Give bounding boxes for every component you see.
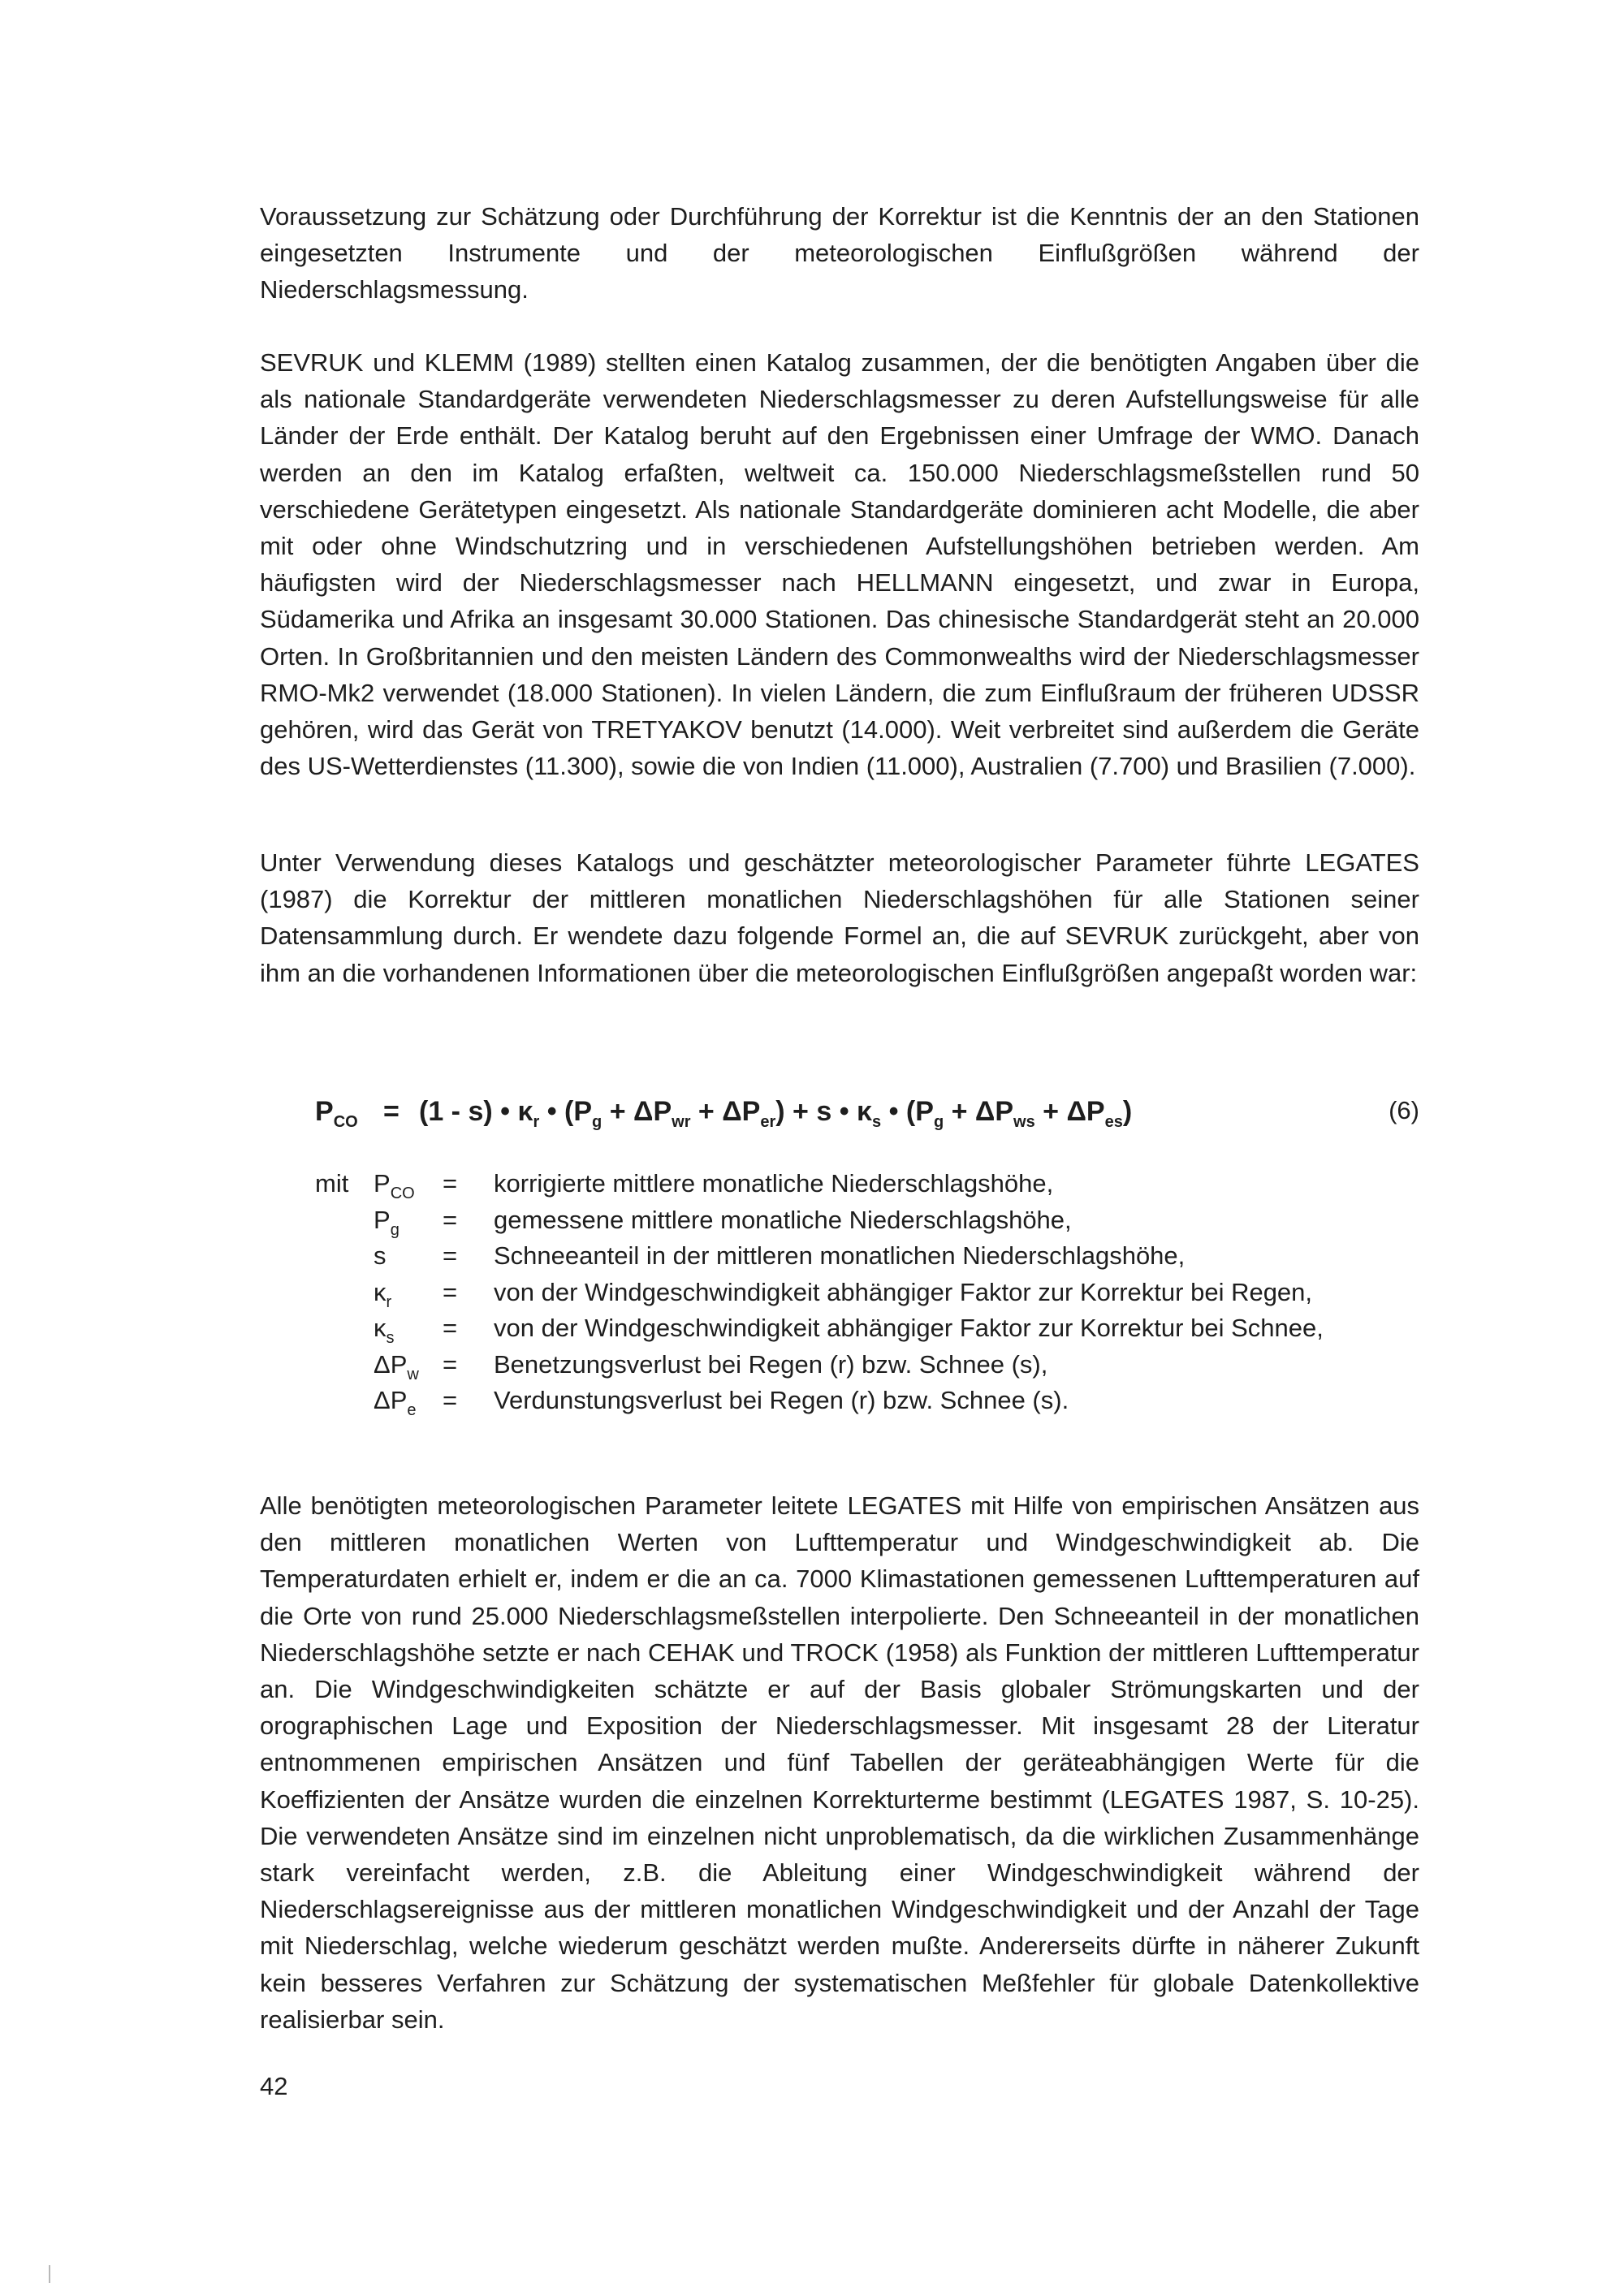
definition-equals: =: [443, 1386, 458, 1414]
definition-equals: =: [443, 1277, 458, 1306]
definition-text: Schneeanteil in der mittleren monatlichen Niederschlagshöhe,: [494, 1241, 1186, 1270]
equation-6: [315, 1096, 1419, 1145]
definition-symbol: $\kappa_r$: [374, 1277, 392, 1311]
definitions-intro: mit: [315, 1169, 349, 1198]
paragraph-4: Alle benötigten meteorologischen Parameter leitete LEGATES mit Hilfe von empirischen Ansätzen aus den mittleren monatlichen Werten von Lufttemperatur und Windgeschwindigkeit ab. Die Temperaturdaten erhielt er, indem er die an ca. 7000 Klimastationen gemessenen Lufttemperaturen auf die Orte von rund 25.000 Niederschlagsmeßstellen interpolierte. Den Schneeanteil in der monatlichen Niederschlagshöhe setzte er nach CEHAK und TROCK (1958) als Funktion der mittleren Lufttemperatur an. Die Windgeschwindigkeiten schätzte er auf der Basis globaler Strömungskarten und der orographischen Lage und Exposition der Niederschlagsmesser. Mit insgesamt 28 der Literatur entnommenen empirischen Ansätzen und fünf Tabellen der geräteabhängigen Werte für die Koeffizienten der Ansätze wurden die einzelnen Korrekturterme bestimmt (LEGATES 1987, S. 10-25). Die verwendeten Ansätze sind im einzelnen nicht unproblematisch, da die wirklichen Zusammenhänge stark vereinfacht werden, z.B. die Ableitung einer Windgeschwindigkeit während der Niederschlagsereignisse aus der mittleren monatlichen Windgeschwindigkeit und der Anzahl der Tage mit Niederschlag, welche wiederum geschätzt werden mußte. Andererseits dürfte in näherer Zukunft kein besseres Verfahren zur Schätzung der systematischen Meßfehler für globale Datenkollektive realisierbar sein.: [260, 1491, 1419, 2034]
equation-number: (6): [1389, 1096, 1419, 1124]
paragraph-1: Voraussetzung zur Schätzung oder Durchführung der Korrektur ist die Kenntnis der an den Stationen eingesetzten Instrumente und der meteorologischen Einflußgrößen während der Niederschlagsmessung.: [260, 202, 1419, 304]
definition-equals: =: [443, 1314, 458, 1342]
definition-symbol: $\Delta P_w$: [374, 1349, 419, 1383]
equation-equals: =: [383, 1096, 400, 1127]
definition-text: Benetzungsverlust bei Regen (r) bzw. Schnee (s),: [494, 1349, 1048, 1379]
definition-text: gemessene mittlere monatliche Niederschlagshöhe,: [494, 1205, 1072, 1234]
paragraph-3: Unter Verwendung dieses Katalogs und geschätzter meteorologischer Parameter führte LEGATES (1987) die Korrektur der mittleren monatlichen Niederschlagshöhen für alle Stationen seiner Datensammlung durch. Er wendete dazu folgende Formel an, die auf SEVRUK zurückgeht, aber von ihm an die vorhandenen Informationen über die meteorologischen Einflußgrößen angepaßt worden war:: [260, 848, 1419, 987]
scan-margin-mark: [49, 2265, 50, 2283]
page-number: 42: [260, 2072, 288, 2100]
definition-equals: =: [443, 1241, 458, 1270]
definition-symbol: $P_{CO}$: [374, 1169, 415, 1202]
definition-symbol: s: [374, 1241, 387, 1270]
definition-equals: =: [443, 1205, 458, 1234]
definition-text: korrigierte mittlere monatliche Niederschlagshöhe,: [494, 1169, 1054, 1198]
definition-equals: =: [443, 1169, 458, 1198]
paragraph-2: SEVRUK und KLEMM (1989) stellten einen Katalog zusammen, der die benötigten Angaben über die als nationale Standardgeräte verwendeten Niederschlagsmesser zu deren Aufstellungsweise für alle Länder der Erde enthält. Der Katalog beruht auf den Ergebnissen einer Umfrage der WMO. Danach werden an den im Katalog erfaßten, weltweit ca. 150.000 Niederschlagsmeßstellen rund 50 verschiedene Gerätetypen eingesetzt. Als nationale Standardgeräte dominieren acht Modelle, die aber mit oder ohne Windschutzring und in verschiedenen Aufstellungshöhen betrieben werden. Am häufigsten wird der Niederschlagsmesser nach HELLMANN eingesetzt, und zwar in Europa, Südamerika und Afrika an insgesamt 30.000 Stationen. Das chinesische Standardgerät steht an 20.000 Orten. In Großbritannien und den meisten Ländern des Commonwealths wird der Niederschlagsmesser RMO-Mk2 verwendet (18.000 Stationen). In vielen Ländern, die zum Einflußraum der früheren UDSSR gehören, wird das Gerät von TRETYAKOV benutzt (14.000). Weit verbreitet sind außerdem die Geräte des US-Wetterdienstes (11.300), sowie die von Indien (11.000), Australien (7.700) und Brasilien (7.000).: [260, 348, 1419, 781]
equation-lhs: $P_{CO}$: [315, 1096, 358, 1131]
definition-text: Verdunstungsverlust bei Regen (r) bzw. Schnee (s).: [494, 1386, 1069, 1414]
definition-symbol: $\Delta P_e$: [374, 1386, 417, 1419]
definition-text: von der Windgeschwindigkeit abhängiger Faktor zur Korrektur bei Regen,: [494, 1277, 1313, 1306]
definition-symbol: $P_g$: [374, 1205, 400, 1239]
definition-symbol: $\kappa_s$: [374, 1314, 395, 1347]
definition-text: von der Windgeschwindigkeit abhängiger Faktor zur Korrektur bei Schnee,: [494, 1314, 1324, 1342]
equation-rhs: (1 - s) • $\kappa_r$ • $(P_g + \Delta P_{wr} + \Delta P_{er}) + s$ • $\kappa_s$ • $(P_g + \Delta P_{ws} + \Delta P_{es})$: [419, 1096, 1133, 1131]
definition-equals: =: [443, 1349, 458, 1379]
